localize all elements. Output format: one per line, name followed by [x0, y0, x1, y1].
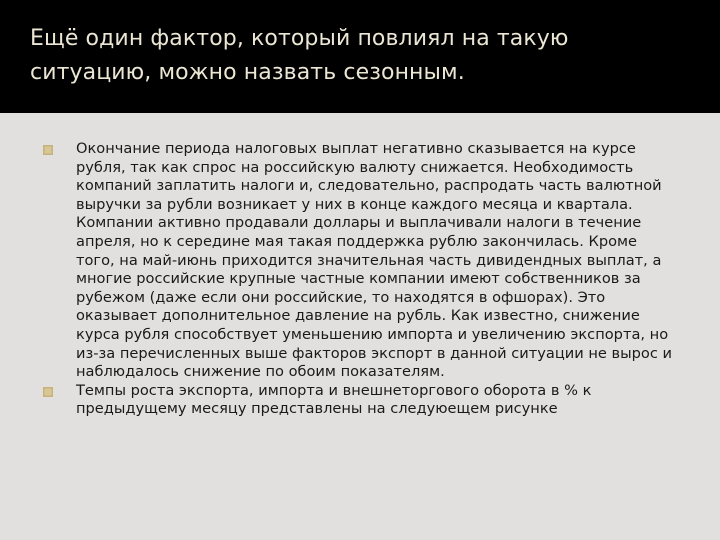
slide-title: Ещё один фактор, который повлиял на такую ситуацию, можно назвать сезонным.	[30, 26, 569, 85]
square-bullet-icon	[42, 386, 54, 398]
bullet-item	[0, 140, 680, 382]
title-band	[0, 0, 720, 113]
slide-content	[0, 140, 720, 419]
bullet-list	[0, 140, 680, 419]
bullet-text: Окончание периода налоговых выплат негативно сказывается на курсе рубля, так как спрос на российскую валюту снижается. Необходимость компаний заплатить налоги и, следовательно, распродать часть валютной выручки за рубли возникает у них в конце каждого месяца и квартала. Компании активно продавали доллары и выплачивали налоги в течение апреля, но к середине мая такая поддержка рублю закончилась. Кроме того, на май-июнь приходится значительная часть дивидендных выплат, а многие российские крупные частные компании имеют собственников за рубежом (даже если они российские, то находятся в офшорах). Это оказывает дополнительное давление на рубль. Как известно, снижение курса рубля способствует уменьшению импорта и увеличению экспорта, но из-за перечисленных выше факторов экспорт в данной ситуации не вырос и наблюдалось снижение по обоим показателям.	[76, 140, 673, 381]
bullet-item	[0, 382, 680, 419]
square-bullet-icon	[42, 144, 54, 156]
bullet-text: Темпы роста экспорта, импорта и внешнеторгового оборота в % к предыдущему месяцу представлены на следуюещем рисунке	[76, 381, 592, 418]
